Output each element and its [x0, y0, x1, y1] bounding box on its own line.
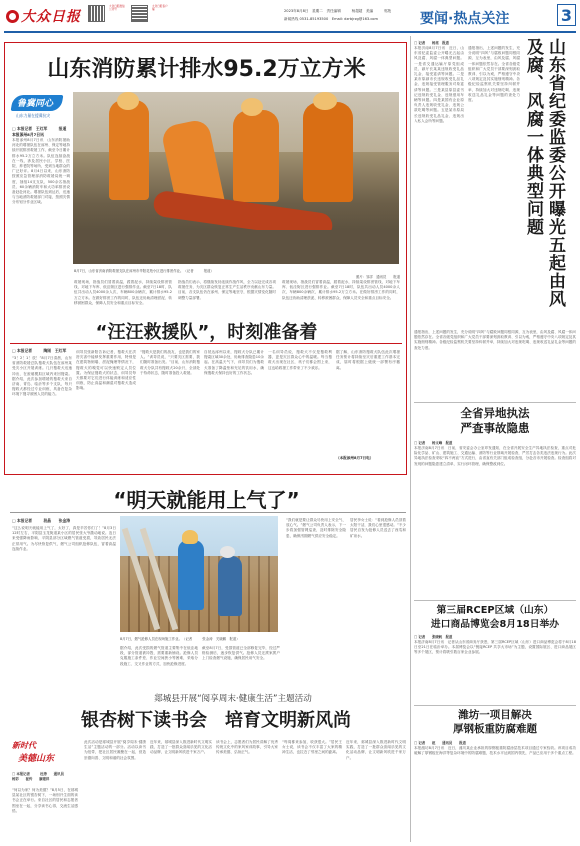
qr-code-icon: [131, 5, 148, 22]
masthead: [0, 0, 580, 36]
right-item3-byline: □ 记者 张晓帆 报道: [414, 635, 453, 639]
logo-circle-icon: [6, 10, 19, 23]
team-story-rule: [10, 343, 402, 344]
gas-story-body-col3: 截至8月7日，受损管道已全部修复完毕，经过严格检测后，逐步恢复供气。抢修人员还挨家挨户上门检查燃气设施，确保居民用气安全。: [202, 646, 280, 661]
team-story-body-col1: “3！2！1！放！”8月7日清晨，山东省消防救援总队搜救犬队伍在涿州某受灾小区开展训练。几只搜救犬迅速冲出，在废墟模拟区域内来回搜索。据介绍，此次参加增援的搜救犬来自济南、青岛、临沂等多个支队，每只搜救犬都经过专业训练，具备在复杂环境下搜寻被困人员的能力。: [12, 356, 72, 397]
gas-story-body-col4: “我们就是要让群众尽快用上安全气、放心气。”燃气公司负责人表示，下一步将加强管网巡查，及时排除安全隐患，确保汛期燃气供应安全稳定。: [286, 518, 346, 538]
gas-story-rule: [10, 512, 406, 513]
right-rule-1: [414, 402, 576, 403]
team-story-body-col4: 自抵达涿州以来，搜救犬分队已累计搜索区域30余处，协助排查隐患10余起。在高温天气下，训导员们为搜救犬准备了降温垫和充足的饮用水，确保搜救犬保持良好的工作状态。: [204, 350, 264, 375]
masthead-rule: [4, 31, 576, 33]
gas-repair-photo: [120, 516, 278, 632]
culture-story-body-col5: “每周都来参加，收获很大。”居民王女士说，读书会不仅丰富了大家的精神生活，也拉近了邻里之间的距离。: [282, 740, 342, 755]
top-story-body-col1: 本报涿州8月7日讯 山东消防援助河北的增援队伍在涿州、保定等地持续开展排涝救援工作，截至今日累计排水95.2万立方米。队伍连续奋战在一线，涉及居民小区、学校、医院、养老院等场所，受到当地群众的广泛好评。8月4日以来，山东消防按照应急管理部消防救援局统一调度，抽组14支支队、500余名指战员、60余辆消防车和大功率排涝设备赶赴河北。增援队伍到达后，迅速与当地消防救援部门对接，按照灾情分布划分作业区域。: [12, 138, 70, 205]
top-story-byline: □ 本报记者 王红军 报道: [12, 126, 67, 131]
right-rule-3: [414, 705, 576, 706]
top-story-headline: 山东消防累计排水95.2万立方米: [47, 57, 366, 82]
culture-story-kicker: 郯城县开展“阅享周末·健康生活”主题活动: [154, 694, 312, 704]
page-number: 3: [560, 5, 573, 25]
top-story-photo-credit: 照片：邹洋 通讯员 报道: [355, 275, 400, 279]
right-item2-byline: □ 记者 杨文峰 报道: [414, 441, 453, 445]
team-story-body-col6: 据了解，山东消防搜救犬队伍此次增援任务预计将持续至灾后重建工作基本完成，届时将根据上级统一部署有序撤离。: [336, 350, 400, 370]
right-lead-vertical-headline: 山东省纪委监委公开曝光五起由风及腐、风腐一体典型问题: [523, 38, 565, 308]
qr-code-icon: [88, 5, 105, 22]
right-column-divider: [410, 36, 411, 842]
gas-story-body-col1: “这么说明天就能用上气了，太好了，真是辛苦你们了！”8月3日12时左右，平阴县玉龙街道某小区的居民张大爷激动地说。连日来受强降雨影响，平阴县部分区域燃气管道受损，导致居民无法正常用气。为尽快恢复供气，燃气公司组织抢修队伍，冒着高温连续作业。: [12, 526, 116, 551]
culture-story-body-col1: “何以为家？何为美德？”8月5日，在郯城县某社区的银杏树下，一场别开生面的读书会正在举行。来自社区的居民和志愿者围坐在一起，分享读书心得，交流生活感悟。: [12, 788, 78, 813]
culture-story-body-col3: 近年来，郯城县深入推进新时代文明实践，打造了一批群众喜闻乐见的文化活动品牌，让文明新风吹进千家万户。: [150, 740, 212, 755]
date-line: 2023年8月8日 星期二 责任编辑 杨超超 美编 郭苑: [284, 9, 392, 13]
contact-line: 新闻热线 0531-85193500 Email: dzrbjrzg@163.com: [284, 17, 379, 21]
gas-story-headline: “明天就能用上气了”: [113, 488, 300, 512]
right-item4-byline: □ 记者 赵 通讯员 报道: [414, 741, 466, 745]
right-lead-byline: □ 记者 杨亮 报道: [414, 41, 449, 45]
top-story-photo-caption: 8月7日，山东省济南消防救援支队在涿州市华阳花苑小区进行排涝作业。（记者 报道）: [74, 269, 214, 273]
right-item2-headline: 全省异地执法 严查事故隐患: [460, 406, 530, 435]
gas-story-byline: □ 本报记者 段晶 张金涛: [12, 518, 71, 523]
section-label: 要闻·热点关注: [420, 11, 510, 27]
firefighters-pumping-photo: [73, 92, 399, 264]
newspaper-logo: [6, 6, 81, 26]
luji-tongxin-logo: 鲁冀同心 山东力量在援冀抗灾: [12, 92, 64, 122]
right-item3-headline: 第三届RCEP区域（山东） 进口商品博览会8月18日举办: [430, 605, 560, 630]
team-story-byline: □ 本报记者 陶刚 王红军: [12, 348, 67, 353]
team-story-note: （本报涿州8月7日电）: [336, 456, 374, 460]
culture-story-body-col4: 读书会上，志愿者们为居民讲解了优秀传统文化中的家风家训故事，引导大家传承美德、弘扬正气。: [216, 740, 278, 755]
team-story-headline: “汪汪救援队”，时刻准备着: [95, 322, 318, 343]
culture-story-body-col2: 此次活动是郯城县开展“阅享周末·健康生活”主题活动的一部分。活动以读书为纽带，把社区居民凝聚在一起，营造崇德向善、文明和谐的社会氛围。: [84, 740, 146, 760]
culture-story-body-col6: 近年来，郯城县深入推进新时代文明实践，打造了一批群众喜闻乐见的文化活动品牌，让文明新风吹进千家万户。: [346, 740, 406, 760]
gas-photo-caption: 8月7日，燃气抢修人员在现场施工作业。（记者 张金涛 关晓鹏 报道）: [120, 637, 240, 641]
page-number-box: [557, 4, 576, 26]
team-story-body-col2: 训导员张新阳告诉记者，搜救犬在洪涝灾害中能够发挥重要作用，特别是在建筑物倒塌、淤泥掩埋等情况下，搜救犬的嗅觉可以快速锁定人员位置。为保证搜救犬的状态，训导员每天都要对它们进行体能训练和适应性训练，防止高温和潮湿对搜救犬造成影响。: [76, 350, 136, 391]
right-item4-body: 本报潍坊8月7日讯 近日，潍坊某企业承担的厚钢板重防腐涂层技术项目通过专家验收。该项目成功破解了厚钢板在海洋等复杂环境中的防腐难题，技术水平达到国内领先，产品已应用于多个重点工程。: [414, 746, 576, 756]
right-item3-body: 本报济南8月7日讯 记者从山东省商务厅获悉，第三届RCEP区域（山东）进口商品博览会将于8月18日至21日在临沂举办。本届博览会以“链接RCEP 共享大市场”为主题，设置国际展区、进口商品展区等多个展区，预计将吸引数百家企业参展。: [414, 640, 576, 655]
gas-story-body-col5: 居民李女士说：“看到抢修人员顶着太阳干活，我们心里很感动。”不少居民自发为抢修人员送去了西瓜和矿泉水。: [350, 518, 406, 538]
top-story-body-col4: 救援现场，指战员们冒着高温，蹚着泥水，持续架设排涝管线，对地下车库、低洼街区进行强排作业。截至7日18时，队伍共出动人员4000余人次，车辆800余辆次，累计排水95.2万立方米。在做好排涝工作的同时，队伍还协助清理淤泥、转移被困群众，保障人员安全和重点目标安全。: [282, 280, 400, 300]
right-rule-2: [414, 600, 576, 601]
team-story-body-col3: “搜救犬是我们的战友，也是我们的家人。”训导员说，“只要灾区需要，我们随时准备出发。”目前，山东消防搜救犬分队共有搜救犬20余只，全部处于待命状态，随时准备投入救援。: [140, 350, 200, 375]
culture-story-byline: □ 本报记者 杜涛 通讯员 杨彩 崔传 廖建祥: [12, 772, 78, 781]
qr-codes: 大众日报微信公众号 大众日报客户端: [88, 5, 178, 27]
meide-shandong-badge: 新时代 美德山东: [12, 740, 55, 764]
right-lead-body-a: 本报济南8月7日讯 近日，山东省纪委监委公开曝光五起由风及腐、风腐一体典型问题。一是省交通运输厅原党组成员、副厅长某某违规收受礼品礼金、接受宴请等问题。二是某市原副市长违规收受礼品礼金、违规接受管理服务对象宴请等问题。三是某县原县委书记违规收受礼金、违规借用车辆等问题。四是某国有企业原负责人违规收受礼金、违规公款吃喝等问题。五是某市原局长违规收受礼品礼金、违规出入私人会所等问题。: [414, 46, 464, 123]
culture-story-headline: 银杏树下读书会 培育文明新风尚: [81, 710, 351, 731]
team-story-body-col5: 一名训导员说，搜救犬不仅是搜救利器，更是灾区群众心中的温暖。每当搜救犬出现在社区，孩子们都会围上来，这也给救援工作带来了不少欢乐。: [268, 350, 332, 370]
right-item2-body: 本报济南8月7日讯 日前，省安委会办公室印发通知，在全省开展安全生产异地执法检查，重点对危险化学品、矿山、建筑施工、交通运输、消防等行业领域开展检查，严厉打击各类违法违规行为。此次异地执法检查采取“四不两直”方式进行，由省直有关部门组成检查组，分赴各市开展检查。检查组将对发现的问题隐患建立清单，实行闭环管理，确保整改到位。: [414, 446, 576, 466]
right-item4-headline: 潍坊一项目解决 厚钢板重防腐难题: [453, 709, 537, 735]
right-lead-body-c: 通报指出，上述问题的发生，充分说明“四风”与腐败问题同根同源、互为表里，由风及腐、风腐一体问题依然存在。全省各级党组织和广大党员干部要深刻汲取教训、引以为戒，严格遵守中央八项规定及其实施细则精神。各级纪检监察机关要坚持纠树并举，持续加大对违规吃喝、违规收送礼品礼金等问题的查处力度。: [414, 330, 576, 350]
top-story-dateline: 本报涿州8月7日讯: [12, 132, 44, 137]
top-story-body-col2: 救援现场，指战员们冒着高温，蹚着泥水，持续架设排涝管线，对地下车库、低洼街区进行强排作业。截至7日18时，队伍共出动人员4000余人次，车辆800余辆次，累计排水95.2万立方米。在做好排涝工作的同时，队伍还协助清理淤泥、转移被困群众，保障人员安全和重点目标安全。: [74, 280, 172, 305]
right-lead-body-b: 通报指出，上述问题的发生，充分说明“四风”与腐败问题同根同源、互为表里，由风及腐、风腐一体问题依然存在。全省各级党组织和广大党员干部要深刻汲取教训、引以为戒，严格遵守中央八项规定及其实施细则精神。各级纪检监察机关要坚持纠树并举，持续加大对违规吃喝、违规收送礼品礼金等问题的查处力度。: [468, 46, 520, 103]
top-story-body-col3: 指战员们表示，将继续发扬连续作战作风，全力以赴完成各项救援任务，为灾区群众恢复正常生产生活秩序贡献山东力量。目前，各支队伍仍在涿州、保定等地坚守，根据灾情变化随时调整力量部署。: [178, 280, 276, 300]
gas-story-body-col2: 据介绍，此次受损的燃气管道主要集中在低洼地段，部分管道被冲毁，需要重新铺设。抢修人员克服施工条件差、作业空间狭小等困难，采取分段施工、交叉作业的方式，加快抢修进度。: [120, 646, 198, 666]
logo-text: 大众日报: [21, 9, 81, 25]
